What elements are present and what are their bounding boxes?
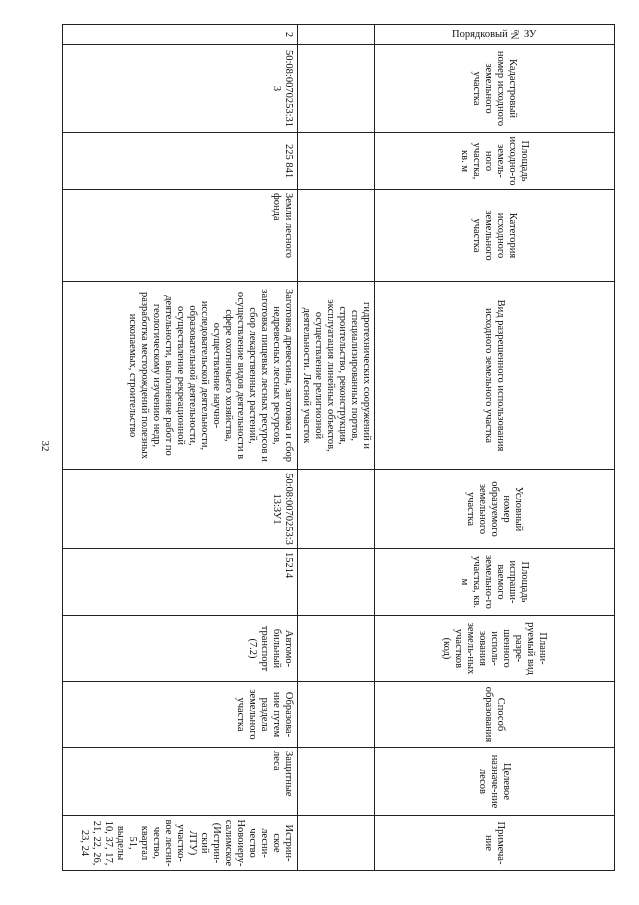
- header-ordinal: Порядковый № ЗУ: [375, 25, 615, 45]
- cont-cell-ordinal: [298, 25, 375, 45]
- cell-req-area: 15214: [63, 549, 298, 616]
- header-conditional-number: Условный номер образуемого земельного участка: [375, 470, 615, 549]
- cell-purpose: Защитные леса: [63, 748, 298, 816]
- cont-cell-req-area: [298, 549, 375, 616]
- header-forest-purpose: Целевое назначе-ние лесов: [375, 748, 615, 816]
- continuation-row: [298, 25, 375, 871]
- header-note: Примеча-ние: [375, 816, 615, 871]
- header-formation-method: Способ образования: [375, 682, 615, 748]
- table-row: [63, 25, 298, 871]
- page-number: 32: [39, 440, 51, 452]
- table-header-row: [375, 25, 615, 871]
- cont-cell-purpose: [298, 748, 375, 816]
- cell-planned-use: Автомо-бильный транспорт (7.2): [63, 616, 298, 682]
- cont-cell-cond: [298, 470, 375, 549]
- land-plot-table: [62, 24, 615, 871]
- cont-cell-category: [298, 190, 375, 282]
- header-cadastral-number: Кадастровый номер исходного земельного участка: [375, 45, 615, 133]
- header-planned-use: Плани-руемый вид разре-шенного исполь-зования земель-ных участков (код): [375, 616, 615, 682]
- cell-area: 225 841: [63, 133, 298, 190]
- header-requested-area: Площадь испраши-ваемого земельно-го участка, кв. м: [375, 549, 615, 616]
- cont-cell-note: [298, 816, 375, 871]
- header-category: Категория исходного земельного участка: [375, 190, 615, 282]
- cell-category: Земли лесного фонда: [63, 190, 298, 282]
- header-source-area: Площадь исходно-го земель-ного участка, кв. м: [375, 133, 615, 190]
- cell-use: Заготовка древесины, заготовка и сбор недревесных лесных ресурсов, заготовка пищевых лесных ресурсов и сбор лекарственных растений, осуществление видов деятельности в сфере охотничьего хозяйства, осуществление научно-исследовательской деятельности, образовательной деятельности, осуществление рекреационной деятельности, выполнение работ по геологическому изучению недр, разработка месторождений полезных ископаемых, строительство: [63, 282, 298, 470]
- cont-cell-cadastral: [298, 45, 375, 133]
- cell-note: Истрин-ское лесни-чество Новоиеру-салимское (Истрин-ский ЛТУ) участко-вое лесни-чество, квартал 51, выделы 10, 37, 17, 21, 22, 26, 23, 24: [63, 816, 298, 871]
- cell-method: Образова-ние путем раздела земельного участка: [63, 682, 298, 748]
- table-frame: [62, 24, 615, 870]
- cont-cell-use: гидротехнических сооружений и специализированных портов, строительство, реконструкция, эксплуатация линейных объектов, осуществление религиозной деятельности. Лесной участок: [298, 282, 375, 470]
- cont-cell-planned: [298, 616, 375, 682]
- cont-cell-method: [298, 682, 375, 748]
- rotated-table: [62, 24, 615, 870]
- cell-cond-number: 50:08:0070253:313:ЗУ1: [63, 470, 298, 549]
- cont-cell-area: [298, 133, 375, 190]
- header-permitted-use: Вид разрешенного использования исходного земельного участка: [375, 282, 615, 470]
- cell-ordinal: 2: [63, 25, 298, 45]
- cell-cadastral: 50:08:0070253:313: [63, 45, 298, 133]
